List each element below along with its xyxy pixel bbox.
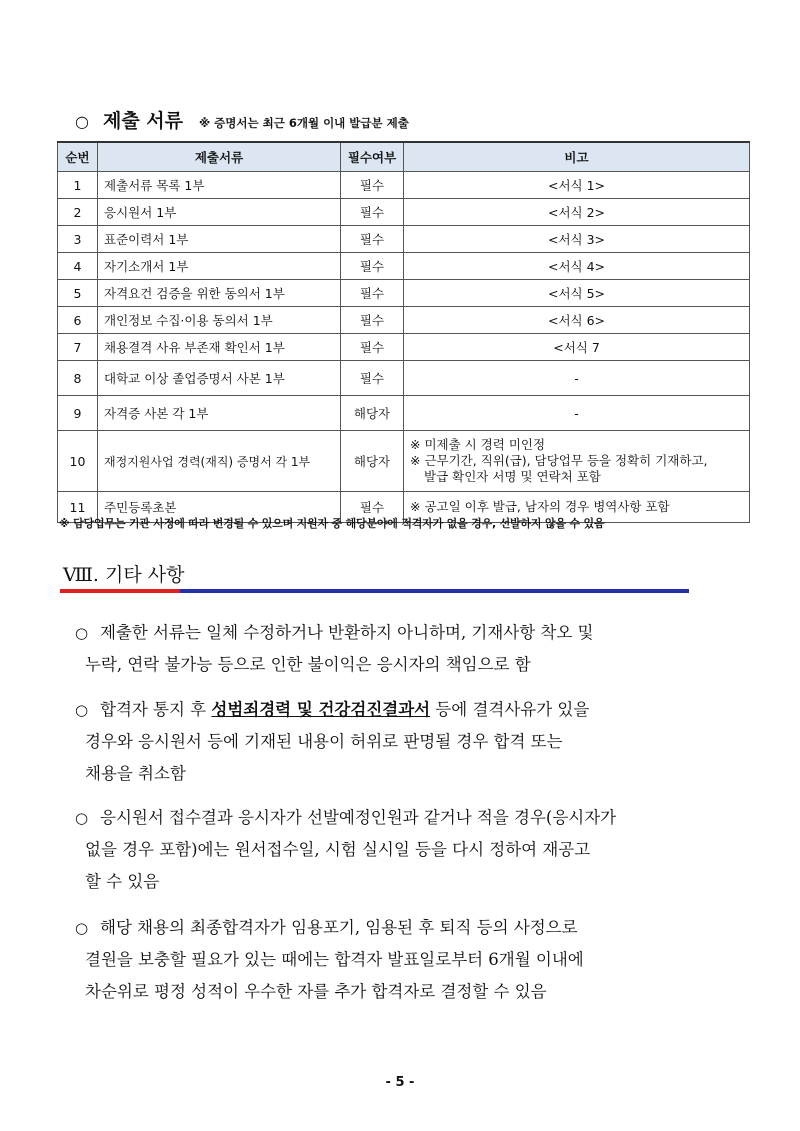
bullet-circle-icon: ○ <box>75 624 89 642</box>
table-row <box>58 361 750 396</box>
cell-remarks: ※ 공고일 이후 발급, 남자의 경우 병역사항 포함 <box>404 492 750 523</box>
paragraph-line: 제출한 서류는 일체 수정하거나 반환하지 아니하며, 기재사항 착오 및 <box>100 623 594 642</box>
paragraph-line: 경우와 응시원서 등에 기재된 내용이 허위로 판명될 경우 합격 또는 <box>85 732 563 751</box>
cell-remarks: - <box>404 396 750 431</box>
cell-document: 자기소개서 1부 <box>98 253 341 280</box>
cell-document: 재정지원사업 경력(재직) 증명서 각 1부 <box>98 431 341 492</box>
column-header-document: 제출서류 <box>98 142 341 172</box>
cell-no: 2 <box>58 199 98 226</box>
table-row <box>58 226 750 253</box>
table-footnote: ※ 담당업무는 기관 사정에 따라 변경될 수 있으며 지원자 중 해당분야에 적격자가 없을 경우, 선발하지 않을 수 있음 <box>59 517 605 530</box>
bullet-circle-icon: ○ <box>75 112 89 131</box>
cell-remarks <box>404 431 750 492</box>
cell-no: 1 <box>58 172 98 199</box>
cell-document: 자격요건 검증을 위한 동의서 1부 <box>98 280 341 307</box>
remark-line: 발급 확인자 서명 및 연락처 포함 <box>424 469 601 484</box>
cell-document: 개인정보 수집·이용 동의서 1부 <box>98 307 341 334</box>
cell-required: 필수 <box>341 307 404 334</box>
column-header-no: 순번 <box>58 142 98 172</box>
cell-required: 필수 <box>341 334 404 361</box>
cell-no: 3 <box>58 226 98 253</box>
cell-no: 7 <box>58 334 98 361</box>
page-number: - 5 - <box>385 1075 415 1090</box>
cell-document: 제출서류 목록 1부 <box>98 172 341 199</box>
heading-underline-red <box>60 589 180 593</box>
bullet-circle-icon: ○ <box>75 701 89 719</box>
table-row <box>58 172 750 199</box>
paragraph-text: 합격자 통지 후 <box>100 700 212 719</box>
submission-note: ※ 증명서는 최근 6개월 이내 발급분 제출 <box>199 116 409 130</box>
table-row <box>58 307 750 334</box>
cell-required: 해당자 <box>341 431 404 492</box>
cell-remarks: <서식 1> <box>404 172 750 199</box>
table-header-row <box>58 142 750 172</box>
paragraph-item <box>75 694 755 790</box>
cell-no: 6 <box>58 307 98 334</box>
cell-required: 필수 <box>341 253 404 280</box>
bullet-circle-icon: ○ <box>75 809 89 827</box>
cell-document: 응시원서 1부 <box>98 199 341 226</box>
cell-document: 채용결격 사유 부존재 확인서 1부 <box>98 334 341 361</box>
paragraph-item <box>75 617 755 681</box>
paragraph-text: 등에 결격사유가 있을 <box>430 700 590 719</box>
cell-document: 자격증 사본 각 1부 <box>98 396 341 431</box>
cell-document: 대학교 이상 졸업증명서 사본 1부 <box>98 361 341 396</box>
heading-underline-blue <box>180 589 689 593</box>
cell-required: 필수 <box>341 361 404 396</box>
column-header-required: 필수여부 <box>341 142 404 172</box>
paragraph-line: 누락, 연락 불가능 등으로 인한 불이익은 응시자의 책임으로 함 <box>85 655 531 674</box>
remark-line: ※ 근무기간, 직위(급), 담당업무 등을 정확히 기재하고, <box>410 453 708 468</box>
table-row <box>58 396 750 431</box>
cell-document: 표준이력서 1부 <box>98 226 341 253</box>
table-row <box>58 280 750 307</box>
paragraph-line: 차순위로 평정 성적이 우수한 자를 추가 합격자로 결정할 수 있음 <box>85 982 547 1001</box>
table-row <box>58 253 750 280</box>
table-row <box>58 199 750 226</box>
column-header-remarks: 비고 <box>404 142 750 172</box>
cell-remarks: <서식 3> <box>404 226 750 253</box>
submission-title: 제출 서류 <box>102 110 183 132</box>
cell-required: 필수 <box>341 280 404 307</box>
cell-required: 필수 <box>341 226 404 253</box>
cell-remarks: <서식 2> <box>404 199 750 226</box>
cell-no: 9 <box>58 396 98 431</box>
cell-required: 필수 <box>341 199 404 226</box>
documents-table <box>57 141 750 523</box>
cell-remarks: - <box>404 361 750 396</box>
cell-required: 해당자 <box>341 396 404 431</box>
cell-no: 4 <box>58 253 98 280</box>
paragraph-line: 채용을 취소함 <box>85 764 186 783</box>
emphasized-text: 성범죄경력 및 건강검진결과서 <box>211 700 431 719</box>
paragraph-line: 결원을 보충할 필요가 있는 때에는 합격자 발표일로부터 6개월 이내에 <box>85 950 584 969</box>
cell-no: 10 <box>58 431 98 492</box>
section-heading: Ⅷ. 기타 사항 <box>63 564 185 586</box>
paragraph-line: 할 수 있음 <box>85 872 160 891</box>
paragraph-line: 없을 경우 포함)에는 원서접수일, 시험 실시일 등을 다시 정하여 재공고 <box>85 840 591 859</box>
paragraph-item <box>75 912 755 1008</box>
paragraph-line: 해당 채용의 최종합격자가 임용포기, 임용된 후 퇴직 등의 사정으로 <box>100 918 578 937</box>
cell-required: 필수 <box>341 492 404 523</box>
cell-remarks: <서식 4> <box>404 253 750 280</box>
cell-remarks: <서식 6> <box>404 307 750 334</box>
submission-section-header <box>75 106 409 134</box>
remark-line: ※ 미제출 시 경력 미인정 <box>410 437 546 452</box>
paragraph-line: 응시원서 접수결과 응시자가 선발예정인원과 같거나 적을 경우(응시자가 <box>100 808 617 827</box>
cell-remarks: <서식 5> <box>404 280 750 307</box>
cell-required: 필수 <box>341 172 404 199</box>
table-row <box>58 334 750 361</box>
cell-no: 8 <box>58 361 98 396</box>
bullet-circle-icon: ○ <box>75 919 89 937</box>
paragraph-item <box>75 802 755 898</box>
cell-remarks: <서식 7 <box>404 334 750 361</box>
cell-no: 5 <box>58 280 98 307</box>
cell-document: 주민등록초본 <box>98 492 341 523</box>
table-row <box>58 431 750 492</box>
cell-no: 11 <box>58 492 98 523</box>
